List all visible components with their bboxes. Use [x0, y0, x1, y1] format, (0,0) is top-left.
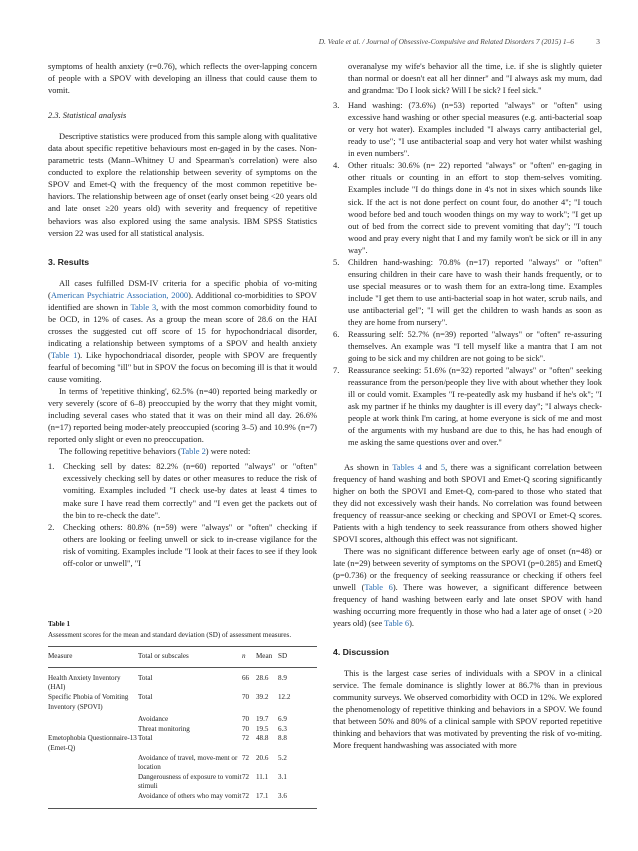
cell-subscale: Total	[138, 673, 153, 682]
table-2-link[interactable]: Table 2	[180, 446, 206, 457]
cell-sd: 5.2	[278, 753, 287, 762]
cell-mean: 11.1	[256, 772, 269, 781]
assessment-table	[48, 646, 317, 808]
cell-sd: 12.2	[278, 692, 291, 701]
table-row	[48, 712, 317, 725]
cell-sd: 6.3	[278, 724, 287, 733]
list-text: Children hand-washing: 70.8% (n=17) reported "always" or "often" ensuring children in their care have to wash their hands frequently, or to use special measures or to wash them for an extra-long time. Examples include "I get them to use anti-bacterial soap in hot water, scrub nails, and use antibacterial gel"; "I will get the children to wash hands as soon as they are home from nursery".	[348, 256, 602, 327]
paragraph-following-behaviors	[48, 445, 317, 457]
cell-measure	[48, 754, 138, 773]
text-run: ). There was however, a significant difference between frequency of hand washing between early and late onset SPOV with hand washing occurring more frequently in those who had a later age of onset ( >20 years old) (see	[333, 581, 602, 629]
list-number: 5.	[333, 256, 340, 267]
section-heading-discussion: 4. Discussion	[333, 647, 390, 658]
list-item	[333, 256, 602, 328]
table-3-link[interactable]: Table 3	[130, 301, 157, 312]
cell-mean: 39.2	[256, 692, 269, 701]
cell-subscale: Dangerousness of exposure to vomit stimuli	[138, 772, 242, 791]
behavior-list-right	[333, 99, 602, 448]
paragraph-age-onset	[333, 545, 602, 629]
table-row	[48, 725, 317, 735]
list-number: 3.	[333, 100, 340, 111]
list-text: Checking others: 80.8% (n=59) were "always" or "often" checking if others are looking or feeling unwell or sick to in-crease vigilance for the risk of vomiting. Examples include "I look at their faces to see if they look off-color or unwell", "I	[63, 521, 317, 568]
text-run: and	[421, 461, 441, 472]
cell-mean: 19.7	[256, 715, 269, 724]
cell-measure	[48, 725, 138, 735]
text-run: ). Additional co-morbidities to SPOV identified are shown in	[48, 289, 317, 312]
list-item	[333, 99, 602, 159]
section-heading-statistical-analysis: 2.3. Statistical analysis	[48, 110, 127, 121]
col-header-n: n	[242, 647, 256, 668]
list-number: 6.	[333, 329, 340, 340]
paragraph-hai-correlation: symptoms of health anxiety (r=0.76), which reflects the over-lapping concern of people with a SPOV with developing an illness that could cause them to vomit.	[48, 61, 317, 96]
cell-n: 70	[242, 724, 250, 733]
paragraph-correlation	[333, 461, 602, 545]
cell-subscale: Total	[138, 692, 153, 701]
text-run: ).	[409, 618, 415, 629]
table-caption: Assessment scores for the mean and standard deviation (SD) of assessment measures.	[48, 630, 292, 639]
section-heading-results: 3. Results	[48, 256, 90, 267]
list-text: Reassurance seeking: 51.6% (n=32) reported "always" or "often" seeking reassurance from the person/people they live with about whether they look ill or could vomit. Examples "I re-peatedly ask my husband if he's ok"; "I ask my partner if he thinks my daughter is ill every day"; "I always check-people at work think I'm caring, at home everyone is sick of me and most of the arguments with my husband are due to this, he has had enough of me asking the same questions over and over."	[348, 365, 602, 448]
list-item	[48, 460, 317, 520]
col-header-mean: Mean	[256, 647, 278, 668]
col-header-subscale: Total or subscales	[138, 647, 242, 668]
table-row	[48, 754, 317, 773]
text-run: All cases fulfilled DSM-IV criteria for a specific phobia of vo-miting (	[48, 277, 317, 300]
table-4-link[interactable]: Tables 4	[392, 461, 422, 472]
right-column	[333, 60, 602, 752]
cell-measure: Specific Phobia of Vomiting Inventory (SPOVI)	[48, 692, 129, 711]
cell-sd: 8.8	[278, 734, 287, 743]
cell-subscale: Avoidance	[138, 715, 169, 724]
table-header-row	[48, 647, 317, 668]
list-item	[333, 159, 602, 255]
left-column	[48, 60, 317, 569]
cell-measure	[48, 773, 138, 792]
list-text: Reassuring self: 52.7% (n=39) reported "always" or "often" re-assuring themselves. An example was "I tell myself like a mantra that I am not going to be sick and my children are not going to be sick".	[348, 329, 602, 364]
table-5-link[interactable]: 5	[440, 461, 446, 472]
cell-mean: 19.5	[256, 724, 269, 733]
cell-subscale: Avoidance of others who may vomit	[138, 792, 242, 808]
col-header-measure: Measure	[48, 647, 138, 668]
list-number: 7.	[333, 365, 340, 376]
table-row	[48, 792, 317, 808]
table-row	[48, 773, 317, 792]
cell-n: 70	[242, 715, 250, 724]
list-number: 2.	[48, 521, 55, 532]
table-row	[48, 693, 317, 712]
cell-subscale: Total	[138, 734, 153, 743]
journal-citation: D. Veale et al. / Journal of Obsessive-Compulsive and Related Disorders 7 (2015) 1–6	[318, 37, 574, 46]
citation-link-apa[interactable]: American Psychiatric Association, 2000	[50, 289, 189, 300]
list-item	[333, 364, 602, 448]
cell-n: 72	[242, 772, 250, 781]
cell-n: 72	[242, 753, 250, 762]
list-item	[48, 521, 317, 569]
cell-measure	[48, 792, 138, 808]
list-text: Other rituals: 30.6% (n= 22) reported "always" or "often" en-gaging in other rituals or counting in an effort to stop them-selves vomiting. Examples include "I do things done in 4's not in sixes which sounds like sick. If the act is not done perfect on count four, do another 4"; "I touch wood before bed and touch wooden things on my way to work"; "I get up out of bed from the correct side to prevent vomiting that day"; "I touch wood and pray every night that I and my family won't be sick or ill in any way".	[348, 160, 602, 255]
cell-measure	[48, 712, 138, 725]
list-number: 1.	[48, 461, 55, 472]
col-header-sd: SD	[278, 647, 317, 668]
text-run: The following repetitive behaviors (	[59, 446, 181, 457]
table-row	[48, 734, 317, 753]
text-run: There was no significant difference between early age of onset (n=48) or late (n=29) between severity of symptoms on the SPOVI (p=0.285) and EmetQ (p=0.736) or the frequency of seeking reassurance or checking if others feel unwell (	[333, 545, 602, 592]
list-item	[333, 328, 602, 364]
table-1	[48, 620, 317, 809]
table-6-link[interactable]: Table 6	[364, 581, 393, 592]
cell-measure: Health Anxiety Inventory (HAI)	[48, 673, 121, 692]
text-run: ) were noted:	[205, 446, 251, 457]
cell-sd: 3.1	[278, 772, 287, 781]
paragraph-repetitive-thinking: In terms of 'repetitive thinking', 62.5% (n=40) reported being markedly or very severely (score of 6–8) preoccupied by the worry that they might vomit, including several cases who stated that it was on their mind all day. 26.6% (n=17) reported being moder-ately preoccupied (scoring 3–5) and 10.9% (n=7) reported only slight or even no preoccupation.	[48, 386, 317, 445]
cell-n: 72	[242, 792, 256, 808]
cell-sd: 3.6	[278, 792, 317, 808]
text-run: , with the most common comorbidity found to be OCD, in 12% of cases. As a group the mean score of 28.6 on the HAI crosses the suggested cut off score of 15 for hypochondriacal disorder, indicating a relationship between symptoms of a SPOV and health anxiety (	[48, 301, 317, 360]
cell-sd: 6.9	[278, 715, 287, 724]
cell-mean: 48.8	[256, 734, 269, 743]
text-run: , there was a significant correlation between frequency of hand washing and both SPOVI and Emet-Q scoring significantly higher on both the SPOVI and Emet-Q, com-pared to those who stated that they did not excessively wash their hands. No correlation was found between frequency of reassur-ance seeking or checking and SPOVI or Emet-Q scores. Patients with a high tendency to seek reassurance from others showed higher SPOVI scores, although this effect was not significant.	[333, 461, 602, 544]
cell-sd: 8.9	[278, 673, 287, 682]
list-number: 4.	[333, 160, 340, 171]
text-run: As shown in	[344, 461, 393, 472]
paragraph-continued-item: overanalyse my wife's behavior all the time, i.e. if she is slightly quieter than normal or doesn't eat all her dinner" and "I always ask my mum, dad and grandma: 'Do I look sick? Will I be sick? I feel sick."	[348, 61, 602, 96]
table-6-link[interactable]: Table 6	[384, 618, 410, 629]
cell-subscale: Avoidance of travel, move-ment or location	[138, 753, 238, 772]
paragraph-results	[48, 277, 317, 385]
list-text: Hand washing: (73.6%) (n=53) reported "always" or "often" using excessive hand washing or other special measures (e.g. anti-bacterial soap or very hot water). Examples included "I always carry antibacterial gel, ready to use"; "I use antibacterial soap and very hot water whilst washing in even numbers".	[348, 100, 602, 159]
cell-measure: Emetophobia Questionnaire-13 (Emet-Q)	[48, 734, 137, 752]
cell-n: 72	[242, 734, 250, 743]
cell-n: 66	[242, 673, 250, 682]
paragraph-statistical-analysis: Descriptive statistics were produced from this sample along with qualitative data about specific repetitive behaviours most en-gaged in by the cases. Non-parametric tests (Mann–Whitney U and Spearman's correlation) were also conducted to explore the relationship between severity of symptoms on the SPOV and Emet-Q with the frequency of the most common repetitive be-haviors. The relationship between age of onset (early onset being <20 years old and late onset ≥20 years old) with severity and frequency of repetitive behaviors was also explored using the same analysis. IBM SPSS Statistics version 22 was used for all statistical analysis.	[48, 131, 317, 238]
table-row	[48, 667, 317, 693]
table-label: Table 1	[48, 620, 71, 628]
paragraph-discussion: This is the largest case series of individuals with a SPOV in a clinical service. The female dominance is slightly lower at 86.7% than in previous community surveys. We observed comorbidity with OCD in 12%. We explored the phenomenology of repetitive thinking and behaviors in a SPOV. We found that between 50% and 80% of a clinical sample with SPOV reported repetitive thinking and behaviors that was motivated by preventing the risk of vo-miting. More frequent handwashing was associated with more	[333, 668, 602, 751]
behavior-list-left	[48, 460, 317, 568]
page-number: 3	[596, 37, 600, 46]
list-text: Checking sell by dates: 82.2% (n=60) reported "always" or "often" excessively checking sell by dates or other measures to reduce the risk of vomiting. Examples included "I check use-by dates at least 4 times to make sure I have read them correctly" and "I even get the packets out of the bin to re-check the date".	[63, 461, 317, 520]
cell-subscale: Threat monitoring	[138, 724, 190, 733]
cell-mean: 28.6	[256, 673, 269, 682]
table-1-link[interactable]: Table 1	[50, 349, 78, 360]
cell-n: 70	[242, 692, 250, 701]
cell-mean: 20.6	[256, 753, 269, 762]
cell-mean: 17.1	[256, 792, 278, 808]
text-run: ). Like hypochondriacal disorder, people with SPOV are frequently fearful of becoming "ill" but in SPOV the focus on becoming ill is that it would cause vomiting.	[48, 349, 317, 385]
